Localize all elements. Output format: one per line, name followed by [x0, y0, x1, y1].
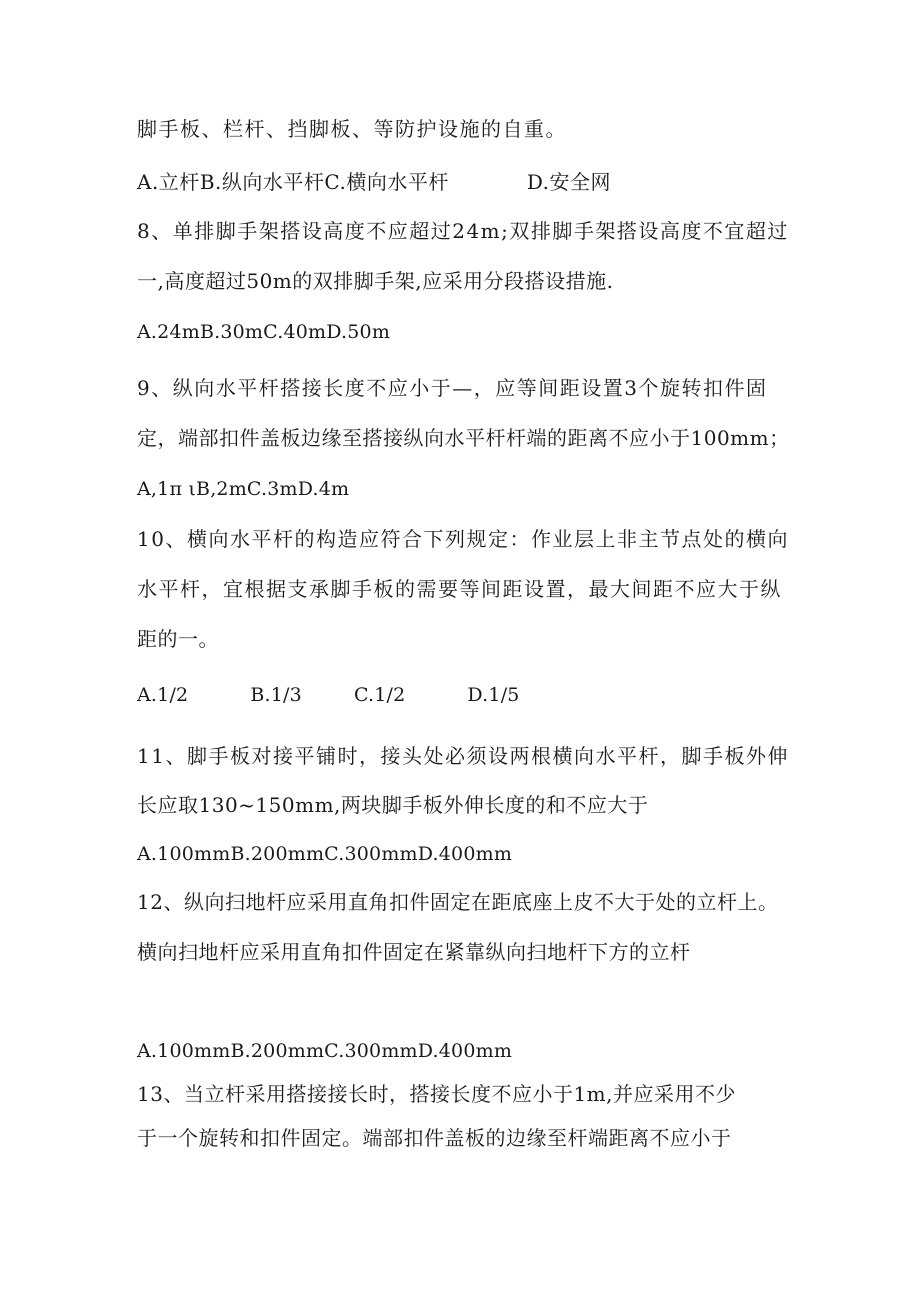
text-line: 11、脚手板对接平铺时，接头处必须设两根横向水平杆，脚手板外伸	[137, 744, 789, 768]
text-line: 距的一。	[137, 627, 219, 651]
q7-options	[137, 170, 611, 194]
option-d: D.安全网	[526, 170, 612, 194]
text-line: 脚手板、栏杆、挡脚板、等防护设施的自重。	[137, 117, 567, 141]
text-line: 于一个旋转和扣件固定。端部扣件盖板的边缘至杆端距离不应小于	[137, 1126, 732, 1150]
answer-options: A.24mB.30mC.40mD.50m	[137, 321, 391, 343]
text-line: 一,高度超过50m的双排脚手架,应采用分段搭设措施.	[137, 269, 614, 293]
option-d: D.1/5	[467, 684, 520, 706]
option-c: C.横向水平杆	[324, 170, 449, 194]
text-line: 横向扫地杆应采用直角扣件固定在紧靠纵向扫地杆下方的立杆	[137, 940, 691, 964]
text-line: 定，端部扣件盖板边缘至搭接纵向水平杆杆端的距离不应小于100mm；	[137, 426, 790, 450]
answer-options: A.100mmB.200mmC.300mmD.400mm	[137, 1040, 513, 1062]
text-line: 10、横向水平杆的构造应符合下列规定：作业层上非主节点处的横向	[137, 527, 789, 551]
text-line: 13、当立杆采用搭接接长时，搭接长度不应小于1m,并应采用不少	[137, 1082, 736, 1106]
text-line: 水平杆，宜根据支承脚手板的需要等间距设置，最大间距不应大于纵	[137, 577, 782, 601]
option-c: C.1/2	[353, 684, 406, 706]
answer-options: A.100mmB.200mmC.300mmD.400mm	[137, 843, 513, 865]
option-a: A.1/2	[137, 684, 189, 706]
text-line: 8、单排脚手架搭设高度不应超过24m;双排脚手架搭设高度不宜超过	[137, 219, 789, 243]
text-line: 9、纵向水平杆搭接长度不应小于—，应等间距设置3个旋转扣件固	[137, 376, 768, 400]
option-b: B.纵向水平杆	[199, 170, 325, 194]
answer-options: A,1π ιB,2mC.3mD.4m	[137, 478, 350, 500]
text-line: 12、纵向扫地杆应采用直角扣件固定在距底座上皮不大于处的立杆上。	[137, 890, 779, 914]
q10-options	[137, 683, 520, 707]
option-b: B.1/3	[250, 684, 302, 706]
option-a: A.立杆	[137, 170, 200, 194]
text-line: 长应取130~150mm,两块脚手板外伸长度的和不应大于	[137, 793, 649, 817]
